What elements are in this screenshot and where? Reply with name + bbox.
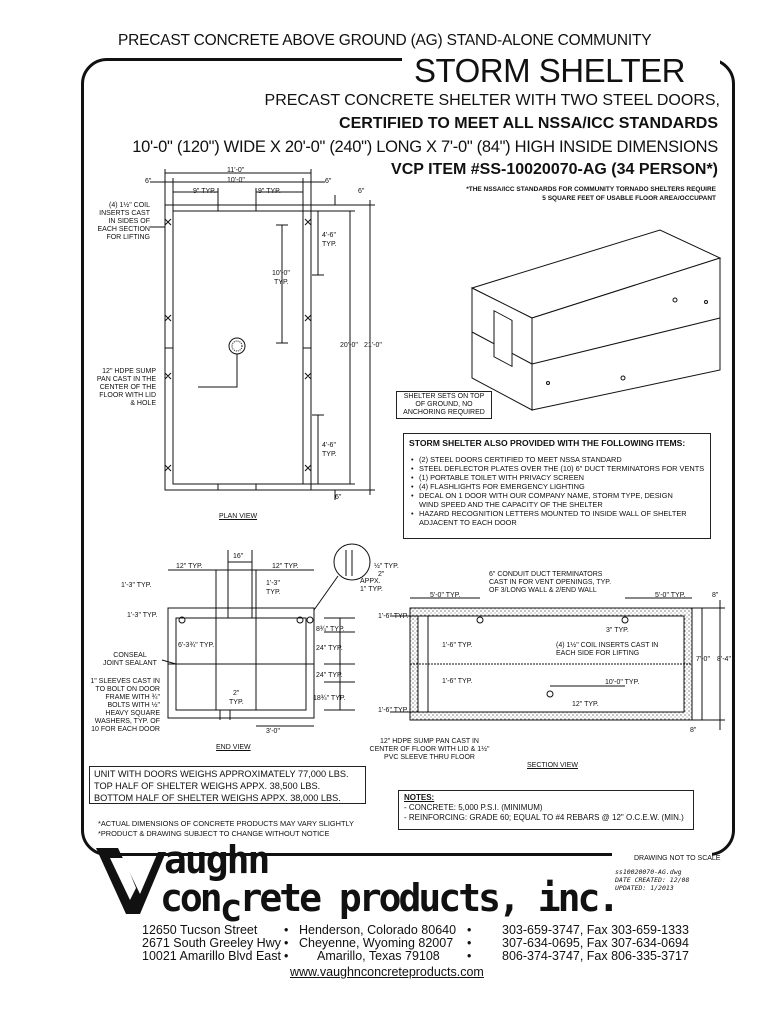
- section-dim-8-4: 8'-4": [717, 656, 731, 663]
- plan-view-drawing: [140, 165, 390, 510]
- plan-view-label: PLAN VIEW: [219, 513, 258, 520]
- list-item: • (1) PORTABLE TOILET WITH PRIVACY SCREEN: [419, 473, 705, 482]
- section-dim-12: 12" TYP.: [572, 701, 599, 708]
- section-conduit-note: 6" CONDUIT DUCT TERMINATORS CAST IN FOR VENT OPENINGS, TYP. OF 3/LONG WALL & 2/END WALL: [489, 571, 612, 594]
- plan-dim-4-6-top: 4'-6": [322, 232, 336, 239]
- plan-typ-bottom: TYP.: [322, 451, 337, 458]
- list-item: • (4) FLASHLIGHTS FOR EMERGENCY LIGHTING: [419, 482, 705, 491]
- website-link[interactable]: www.vaughnconcreteproducts.com: [290, 965, 484, 979]
- section-dim-5-0-left: 5'-0" TYP.: [430, 592, 461, 599]
- logo-line2: concrete products, inc.: [160, 876, 618, 930]
- end-dim-12-right: 12" TYP.: [272, 563, 299, 570]
- section-dim-1-6-d: 1'-6" TYP.: [378, 707, 409, 714]
- section-coil-note: (4) 1½" COIL INSERTS CAST IN EACH SIDE FOR LIFTING: [556, 642, 659, 657]
- footnote-2: 5 SQUARE FEET OF USABLE FLOOR AREA/OCCUPANT: [542, 195, 716, 202]
- disclaimer: *ACTUAL DIMENSIONS OF CONCRETE PRODUCTS MAY VARY SLIGHTLY *PRODUCT & DRAWING SUBJECT TO CHANGE WITHOUT NOTICE: [98, 819, 354, 838]
- plan-dim-6-left: 6": [145, 178, 152, 185]
- plan-sump-note: 12" HDPE SUMP PAN CAST IN THE CENTER OF THE FLOOR WITH LID & HOLE: [96, 368, 156, 407]
- end-dim-6-3-4: 6'-3¾" TYP.: [178, 642, 215, 649]
- header-line3: PRECAST CONCRETE SHELTER WITH TWO STEEL DOORS,: [264, 92, 720, 109]
- section-dim-8-bottom: 8": [690, 727, 697, 734]
- plan-dim-6-bottom: 6": [335, 494, 342, 501]
- plan-dim-10: 10'-0": [227, 177, 245, 184]
- section-dim-5-0-right: 5'-0" TYP.: [655, 592, 686, 599]
- section-dim-8-top: 8": [712, 592, 719, 599]
- section-view-drawing: [380, 590, 725, 740]
- plan-dim-11: 11'-0": [227, 167, 245, 174]
- end-dim-8-3-4: 8¾" TYP.: [316, 626, 345, 633]
- end-dim-3-0: 3'-0": [266, 728, 280, 735]
- included-items-title: STORM SHELTER ALSO PROVIDED WITH THE FOLLOWING ITEMS:: [409, 438, 686, 448]
- page-title: STORM SHELTER: [414, 52, 685, 89]
- header-line5: 10'-0" (120") WIDE X 20'-0" (240") LONG X 7'-0" (84") HIGH INSIDE DIMENSIONS: [132, 138, 718, 156]
- notes-box: NOTES: - CONCRETE: 5,000 P.S.I. (MINIMUM) - REINFORCING: GRADE 60; EQUAL TO #4 REBARS @ 12" O.C.E.W. (MIN.): [398, 790, 694, 830]
- drawing-not-to-scale: DRAWING NOT TO SCALE: [634, 855, 721, 862]
- end-dim-2-typ: TYP.: [229, 699, 244, 706]
- file-info: ss10020070-AG.dwg DATE CREATED: 12/08 UPDATED: 1/2013: [615, 868, 690, 892]
- list-item: • HAZARD RECOGNITION LETTERS MOUNTED TO INSIDE WALL OF SHELTER ADJACENT TO EACH DOOR: [419, 509, 704, 527]
- included-items-list: [409, 455, 705, 527]
- section-dim-1-6-c: 1'-6" TYP.: [442, 678, 473, 685]
- end-dim-1-3-c: 1'-3": [266, 580, 280, 587]
- end-dim-24-b: 24" TYP.: [316, 672, 343, 679]
- end-dim-1-3-c2: TYP.: [266, 589, 281, 596]
- end-dim-1-3-a: 1'-3" TYP.: [121, 582, 152, 589]
- plan-dim-9-left: 9" TYP.: [193, 188, 216, 195]
- plan-dim-6-top: 6": [358, 188, 365, 195]
- end-dim-half: ½" TYP.: [374, 563, 399, 570]
- end-conseal-note: CONSEAL JOINT SEALANT: [103, 652, 157, 667]
- end-view-label: END VIEW: [216, 744, 251, 751]
- section-view-label: SECTION VIEW: [527, 762, 578, 769]
- end-dim-2: 2": [233, 690, 240, 697]
- plan-coil-note: (4) 1½" COIL INSERTS CAST IN SIDES OF EACH SECTION FOR LIFTING: [97, 202, 150, 241]
- end-dim-1-3-b: 1'-3" TYP.: [127, 612, 158, 619]
- end-dim-1typ: 1" TYP.: [360, 586, 383, 593]
- section-dim-1-6-b: 1'-6" TYP.: [442, 642, 473, 649]
- plan-dim-10-typ: 10'-0": [272, 270, 290, 277]
- end-dim-18-3-4: 18¾" TYP.: [313, 695, 346, 702]
- plan-dim-9-right: 9" TYP.: [258, 188, 281, 195]
- header-line1: PRECAST CONCRETE ABOVE GROUND (AG) STAND-ALONE COMMUNITY: [118, 32, 652, 49]
- included-items-box: [403, 433, 711, 539]
- footnote-1: *THE NSSA/ICC STANDARDS FOR COMMUNITY TORNADO SHELTERS REQUIRE: [466, 186, 716, 193]
- list-item: • (2) STEEL DOORS CERTIFIED TO MEET NSSA STANDARD: [419, 455, 705, 464]
- list-item: • DECAL ON 1 DOOR WITH OUR COMPANY NAME, STORM TYPE, DESIGN WIND SPEED AND THE CAPACITY OF THE SHELTER: [419, 491, 694, 509]
- plan-dim-21: 21'-0": [364, 342, 382, 349]
- section-dim-7-0: 7'-0": [696, 656, 710, 663]
- section-dim-1-6-a: 1'-6" TYP.: [378, 613, 409, 620]
- shelter-isometric: [470, 228, 725, 418]
- plan-dim-20: 20'-0": [340, 342, 358, 349]
- list-item: • STEEL DEFLECTOR PLATES OVER THE (10) 6" DUCT TERMINATORS FOR VENTS: [419, 464, 705, 473]
- header-line4: CERTIFIED TO MEET ALL NSSA/ICC STANDARDS: [339, 115, 718, 132]
- end-dim-appx2: APPX.: [360, 578, 381, 585]
- plan-typ-top: TYP.: [322, 241, 337, 248]
- end-dim-appx: 2": [378, 571, 385, 578]
- end-dim-12-left: 12" TYP.: [176, 563, 203, 570]
- logo-line1: aughn: [164, 838, 269, 882]
- logo-v-mark: [96, 848, 168, 916]
- section-dim-10-0: 10'-0" TYP.: [605, 679, 640, 686]
- end-sleeves-note: 1" SLEEVES CAST IN TO BOLT ON DOOR FRAME WITH ¾" BOLTS WITH ½" HEAVY SQUARE WASHERS, TYP. OF 10 FOR EACH DOOR: [90, 678, 160, 733]
- weights-box: UNIT WITH DOORS WEIGHS APPROXIMATELY 77,000 LBS. TOP HALF OF SHELTER WEIGHS APPX. 38,500 LBS. BOTTOM HALF OF SHELTER WEIGHS APPX. 38,000 LBS.: [89, 766, 366, 804]
- item-number: VCP ITEM #SS-10020070-AG (34 PERSON*): [391, 161, 718, 178]
- end-dim-24-a: 24" TYP.: [316, 645, 343, 652]
- section-dim-3-typ: 3" TYP.: [606, 627, 629, 634]
- shelter-note: SHELTER SETS ON TOP OF GROUND, NO ANCHORING REQUIRED: [396, 391, 492, 419]
- plan-dim-10-typ-label: TYP.: [274, 279, 289, 286]
- section-sump-note: 12" HDPE SUMP PAN CAST IN CENTER OF FLOOR WITH LID & 1½" PVC SLEEVE THRU FLOOR: [369, 738, 490, 761]
- plan-dim-6-right: 6": [325, 178, 332, 185]
- end-dim-16: 16": [233, 553, 244, 560]
- plan-dim-4-6-bottom: 4'-6": [322, 442, 336, 449]
